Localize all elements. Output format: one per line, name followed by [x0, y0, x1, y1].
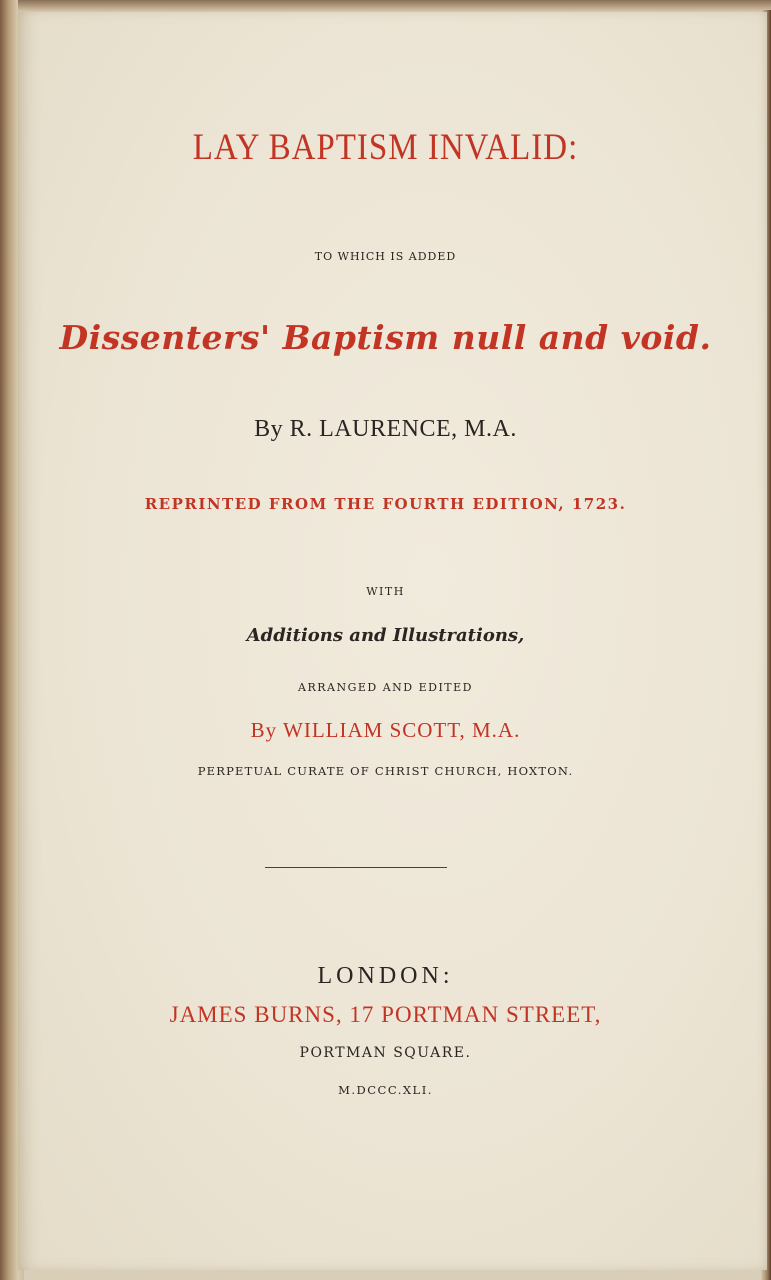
book-title: LAY BAPTISM INVALID:: [192, 127, 579, 169]
arranged-line: ARRANGED AND EDITED: [298, 681, 473, 694]
with-line: WITH: [366, 585, 405, 598]
additions-line: Additions and Illustrations,: [246, 625, 525, 646]
editor-line: [0, 718, 771, 743]
editor-prefix: By: [250, 718, 278, 742]
imprint-publisher: JAMES BURNS, 17 PORTMAN STREET,: [169, 1002, 602, 1027]
book-subtitle: Dissenters' Baptism null and void.: [59, 318, 712, 357]
author-line: [0, 416, 771, 443]
imprint-address: PORTMAN SQUARE.: [299, 1045, 472, 1061]
divider-rule: [265, 867, 447, 868]
imprint-city: LONDON:: [317, 963, 454, 989]
editor-name: WILLIAM SCOTT, M.A.: [283, 718, 521, 742]
reprint-note: REPRINTED FROM THE FOURTH EDITION, 1723.: [144, 495, 627, 513]
author-prefix: By: [254, 416, 284, 442]
author-name: R. LAURENCE, M.A.: [289, 416, 517, 442]
added-line: TO WHICH IS ADDED: [314, 250, 457, 263]
imprint-date: M.DCCC.XLI.: [338, 1083, 433, 1097]
editor-title: PERPETUAL CURATE OF CHRIST CHURCH, HOXTON.: [197, 764, 574, 778]
